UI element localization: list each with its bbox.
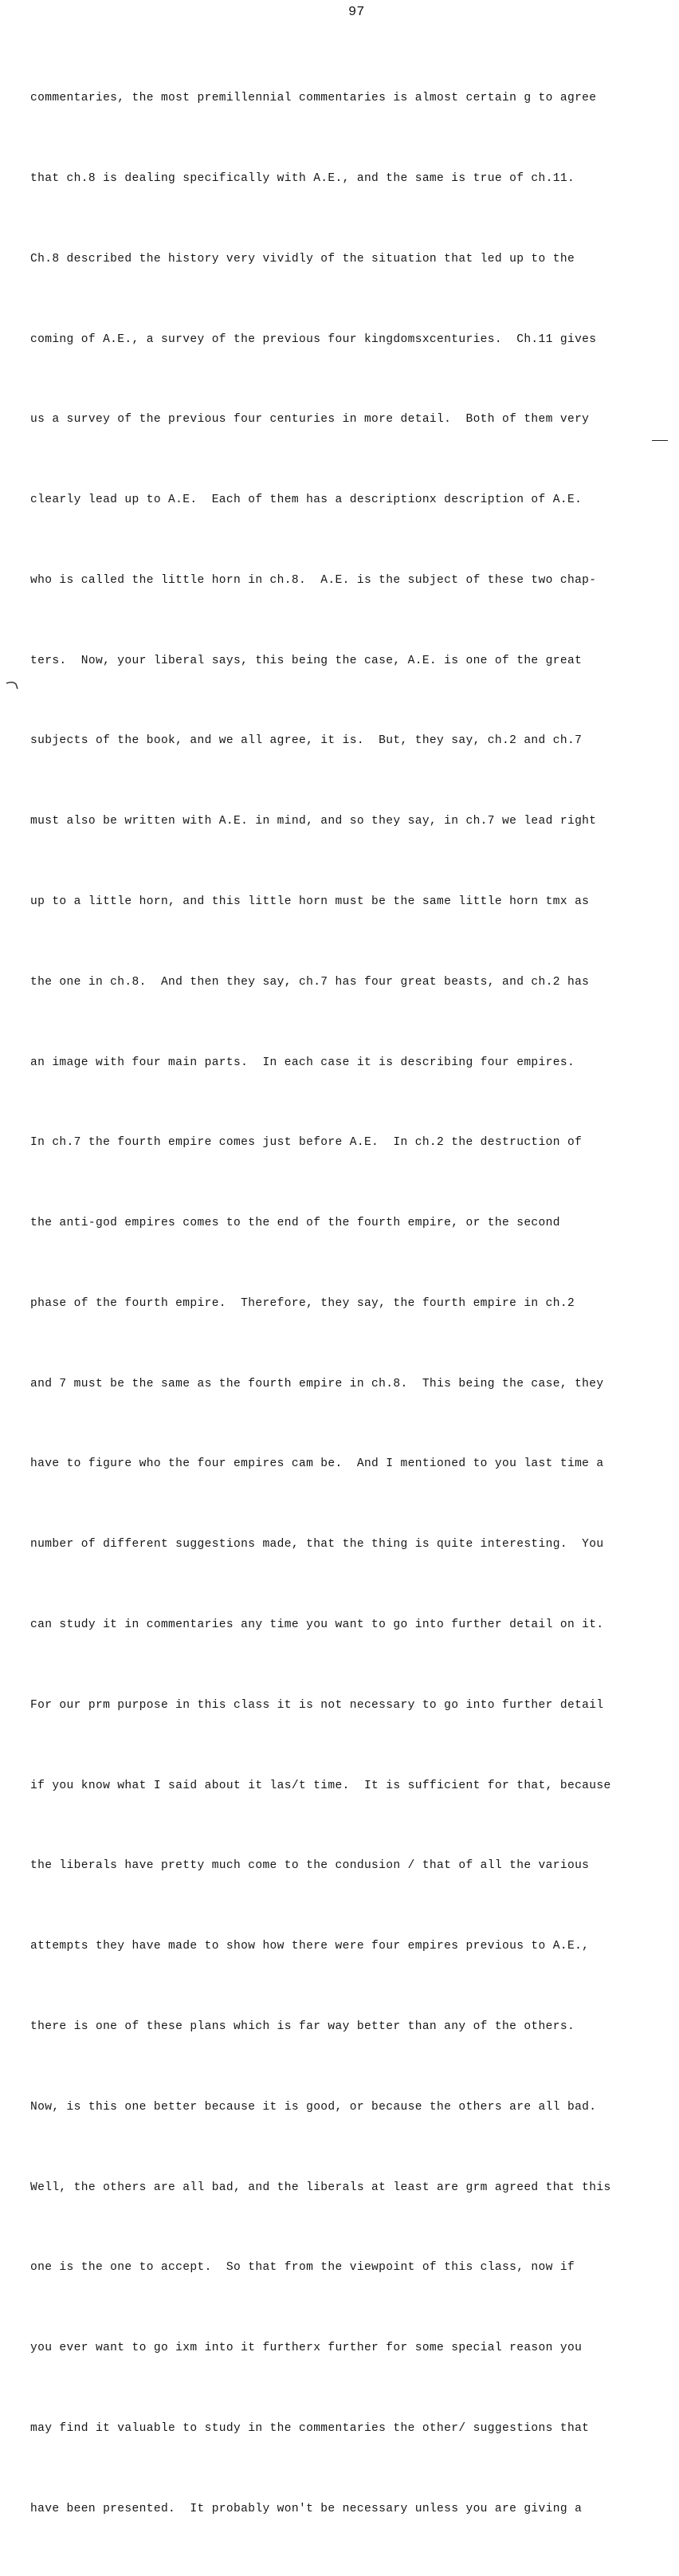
text-line: the one in ch.8. And then they say, ch.7 has four great beasts, and ch.2 has — [30, 975, 590, 989]
text-line: attempts they have made to show how there were four empires previous to A.E., — [30, 1940, 590, 1953]
text-line: you ever want to go ixm into it furtherx further for some special reason you — [30, 2342, 583, 2355]
text-line: number of different suggestions made, that the thing is quite interesting. You — [30, 1538, 604, 1551]
text-line: the anti-god empires comes to the end of the fourth empire, or the second — [30, 1217, 560, 1230]
margin-hook-mark — [5, 679, 22, 692]
margin-dash-mark — [652, 440, 668, 441]
text-line: if you know what I said about it las/t time. It is sufficient for that, because — [30, 1779, 611, 1792]
text-line: up to a little horn, and this little horn must be the same little horn tmx as — [30, 895, 590, 908]
text-line: Ch.8 described the history very vividly of the situation that led up to the — [30, 252, 575, 265]
text-line: an image with four main parts. In each case it is describing four empires. — [30, 1056, 575, 1069]
text-line: phase of the fourth empire. Therefore, they say, the fourth empire in ch.2 — [30, 1296, 575, 1310]
body-text — [30, 32, 676, 2576]
text-line: In ch.7 the fourth empire comes just before A.E. In ch.2 the destruction of — [30, 1136, 583, 1150]
text-line: have been presented. It probably won't be necessary unless you are giving a — [30, 2502, 583, 2515]
text-line: commentaries, the most premillennial commentaries is almost certain g to agree — [30, 92, 597, 105]
text-line: may find it valuable to study in the commentaries the other/ suggestions that — [30, 2421, 590, 2435]
text-line: ters. Now, your liberal says, this being the case, A.E. is one of the great — [30, 654, 583, 667]
text-line: us a survey of the previous four centuries in more detail. Both of them very — [30, 413, 590, 427]
page-number: 97 — [348, 5, 365, 20]
text-line: Well, the others are all bad, and the liberals at least are grm agreed that this — [30, 2181, 611, 2194]
text-line: Now, is this one better because it is good, or because the others are all bad. — [30, 2100, 597, 2114]
text-line: who is called the little horn in ch.8. A.E. is the subject of these two chap- — [30, 573, 597, 587]
text-line: For our prm purpose in this class it is not necessary to go into further detail — [30, 1698, 604, 1712]
text-line: that ch.8 is dealing specifically with A.E., and the same is true of ch.11. — [30, 171, 575, 185]
text-line: subjects of the book, and we all agree, it is. But, they say, ch.2 and ch.7 — [30, 734, 583, 748]
text-line: there is one of these plans which is far way better than any of the others. — [30, 2020, 575, 2033]
text-line: must also be written with A.E. in mind, and so they say, in ch.7 we lead right — [30, 815, 597, 828]
text-line: can study it in commentaries any time you want to go into further detail on it. — [30, 1618, 604, 1632]
text-line: clearly lead up to A.E. Each of them has a descriptionx description of A.E. — [30, 494, 583, 507]
text-line: one is the one to accept. So that from the viewpoint of this class, now if — [30, 2261, 575, 2275]
text-line: the liberals have pretty much come to the condusion / that of all the various — [30, 1859, 590, 1873]
text-line: coming of A.E., a survey of the previous four kingdomsxcenturies. Ch.11 gives — [30, 332, 597, 346]
text-line: and 7 must be the same as the fourth empire in ch.8. This being the case, they — [30, 1377, 604, 1390]
text-line: have to figure who the four empires cam be. And I mentioned to you last time a — [30, 1457, 604, 1471]
